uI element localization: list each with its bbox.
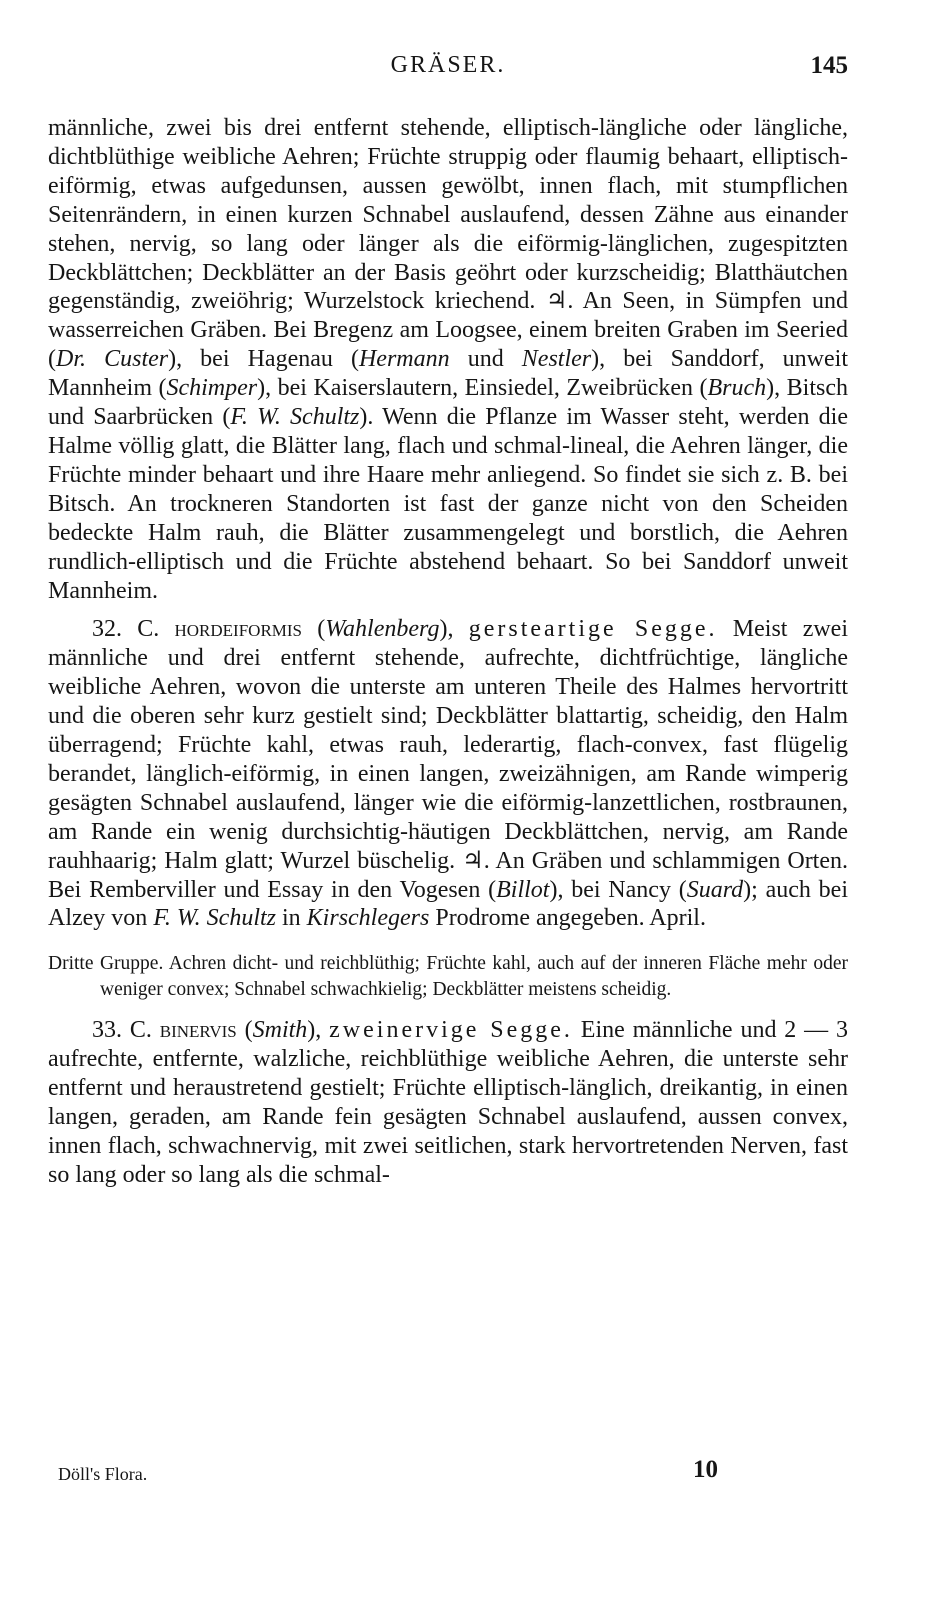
species-name: binervis [159, 1017, 237, 1044]
species-author: Smith [252, 1017, 308, 1044]
species-entry-32 [48, 615, 848, 933]
common-name: gersteartige Segge. [468, 616, 718, 643]
text-run: ), Bitsch und Saarbrücken ( [48, 375, 848, 431]
authority-name: Schimper [166, 375, 258, 402]
text-run: ), bei Kaiserslautern, Einsiedel, Zweibrücken ( [257, 375, 708, 402]
page-body [48, 114, 848, 1190]
text-run: ( [302, 616, 326, 643]
authority-name: F. W. Schultz [153, 905, 276, 932]
text-run: ), bei Nancy ( [549, 876, 687, 903]
page-footer [48, 1456, 848, 1490]
text-run: ( [236, 1017, 253, 1044]
text-run: in [276, 905, 307, 932]
authority-name: Bruch [707, 375, 767, 402]
text-run: ), bei Hagenau ( [168, 346, 359, 373]
common-name: zweinervige Segge. [329, 1017, 573, 1044]
paragraph-continuation [48, 114, 848, 605]
species-author: Wahlenberg [325, 616, 440, 643]
text-run: ), bei Sanddorf, unweit Mannheim ( [48, 346, 848, 402]
species-entry-33 [48, 1016, 848, 1189]
authority-name: Dr. Custer [56, 346, 169, 373]
text-run: Eine männliche und 2 — 3 aufrechte, entfernte, walzliche, reichblüthige weibliche Aehren, die unterste sehr entfernt und heraustretend gestielt; Früchte elliptisch-länglich, dreikantig, in einen langen, geraden, am Rande fein gesägten Schnabel auslaufend, aussen convex, innen flach, schwachnervig, mit zwei seitlichen, stark hervortretenden Nerven, fast so lang oder so lang als die schmal- [48, 1017, 849, 1188]
entry-number: 33. C. [92, 1017, 152, 1044]
text-run: ), [307, 1017, 330, 1044]
text-run: Meist zwei männliche und drei entfernt stehende, aufrechte, dichtfrüchtige, längliche weibliche Aehren, wovon die unterste am unteren Theile des Halmes hervortritt und die oberen sehr kurz gestielt sind; Deckblätter blattartig, scheidig, den Halm überragend; Früchte kahl, etwas rauh, lederartig, flach-convex, fast flügelig berandet, länglich-eiförmig, in einen langen, zweizähnigen, am Rande wimperig gesägten Schnabel auslaufend, länger wie die eiförmig-lanzettlichen, rostbraunen, am Rande ein wenig durchsichtig-häutigen Deckblättchen, nervig, am Rande rauhhaarig; Halm glatt; Wurzel büschelig. ♃. An Gräben und schlammigen Orten. Bei Remberviller und Essay in den Vogesen ( [48, 616, 848, 903]
page-header [48, 52, 848, 84]
authority-name: Billot [496, 876, 550, 903]
sheet-number: 10 [693, 1456, 718, 1483]
text-run: ), [439, 616, 469, 643]
page-number: 145 [810, 52, 848, 79]
authority-name: F. W. Schultz [230, 404, 360, 431]
authority-name: Kirschlegers [306, 905, 430, 932]
text-run: männliche, zwei bis drei entfernt stehende, elliptisch-längliche oder längliche, dichtblüthige weibliche Aehren; Früchte struppig oder flaumig behaart, elliptisch-eiförmig, etwas aufgedunsen, aussen gewölbt, innen flach, mit stumpflichen Seitenrändern, in einen kurzen Schnabel auslaufend, dessen Zähne aus einander stehen, nervig, so lang oder länger als die eiförmig-länglichen, zugespitzten Deckblättchen; Deckblätter an der Basis geöhrt oder kurzscheidig; Blatthäutchen gegenständig, zweiöhrig; Wurzelstock kriechend. ♃. An Seen, in Sümpfen und wasserreichen Gräben. Bei Bregenz am Loogsee, einem breiten Graben im Seeried ( [48, 115, 848, 373]
running-title: GRÄSER. [390, 52, 506, 78]
authority-name: Hermann [358, 346, 450, 373]
group-note: Dritte Gruppe. Achren dicht- und reichblüthig; Früchte kahl, auch auf der inneren Fläche mehr oder weniger convex; Schnabel schwachkielig; Deckblätter meistens scheidig. [48, 953, 848, 1000]
text-run: ). Wenn die Pflanze im Wasser steht, werden die Halme völlig glatt, die Blätter lang, flach und schmal-lineal, die Aehren länger, die Früchte minder behaart und ihre Haare mehr anliegend. So findet sie sich z. B. bei Bitsch. An trockneren Standorten ist fast der ganze nicht von den Scheiden bedeckte Halm rauh, die Blätter zusammengelegt und borstlich, die Aehren rundlich-elliptisch und die Früchte abstehend behaart. So bei Sanddorf unweit Mannheim. [48, 404, 848, 604]
entry-number: 32. C. [92, 616, 160, 643]
species-name: hordeiformis [174, 616, 303, 643]
text-run: ); auch bei Alzey von [48, 876, 848, 932]
authority-name: Nestler [521, 346, 592, 373]
text-run: Prodrome angegeben. April. [429, 905, 706, 932]
authority-name: Suard [686, 876, 744, 903]
text-run: und [449, 346, 522, 373]
signature-mark: Döll's Flora. [58, 1464, 148, 1484]
